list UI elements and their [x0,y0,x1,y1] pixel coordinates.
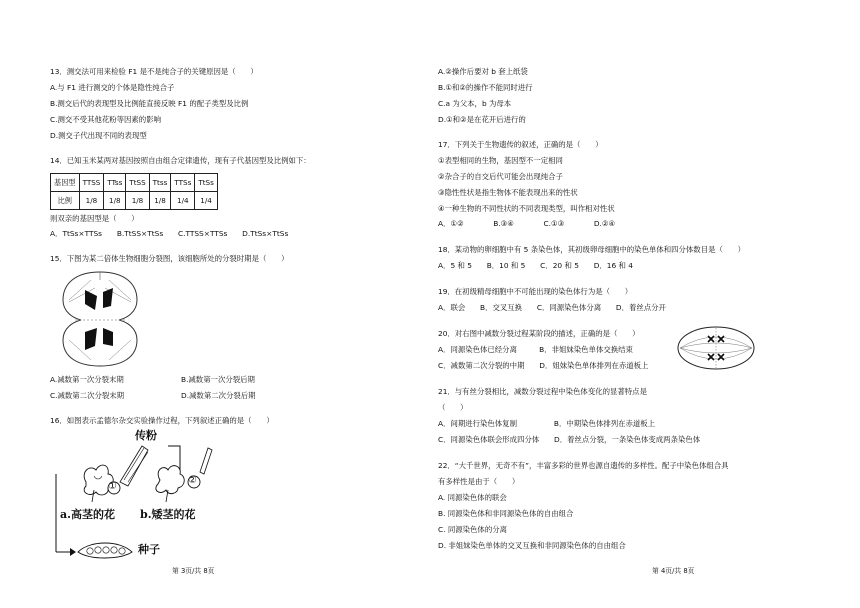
q15-option-c: C.减数第二次分裂末期 [50,391,125,400]
table-cell: TtSs [195,174,218,192]
q21-options-row2: C．同源染色体联会形成四分体 D．着丝点分裂，一条染色体变成两条染色体 [438,435,701,444]
table-cell: 基因型 [51,174,80,192]
q22-option-b: B. 同源染色体和非同源染色体的自由组合 [438,509,574,518]
pollination-figure [50,428,230,560]
q17-item-2: ②杂合子的自交后代可能会出现纯合子 [438,172,563,181]
q21-stem: 21．与有丝分裂相比，减数分裂过程中染色体变化的显著特点是 [438,387,647,396]
q18-options: A．5 和 5 B．10 和 5 C．20 和 5 D．16 和 4 [438,261,633,270]
table-cell: 1/8 [126,192,149,210]
table-cell: 1/8 [149,192,171,210]
q15-stem: 15．下图为某二倍体生物细胞分裂图，该细胞所处的分裂时期是（ ） [50,254,289,263]
page-number-right: 第 4页/共 8页 [652,567,695,575]
fig-label-tall-flower: a.高茎的花 [60,508,115,521]
table-cell: TTss [104,174,126,192]
q14-stem: 14．已知玉米某两对基因按照自由组合定律遗传，现有子代基因型及比例如下： [50,156,311,165]
q14-question: 则双亲的基因型是（ ） [50,214,139,223]
table-cell: 比例 [51,192,80,210]
q13-option-b: B.测交后代的表现型及比例能直接反映 F1 的配子类型及比例 [50,99,249,108]
q16-option-a: A.②操作后要对 b 套上纸袋 [438,67,528,76]
q21-paren: （ ） [438,403,468,412]
q15-option-a: A.减数第一次分裂末期 [50,375,124,384]
fig-label-seed: 种子 [138,543,160,556]
q22-option-c: C. 同源染色体的分离 [438,525,507,534]
genotype-table [50,173,218,210]
q14-options: A．TtSs×TTSs B.TtSS×TtSs C.TTSS×TTSs D.TtSs×TtSs [50,229,289,238]
q16-option-b: B.①和②的操作不能同时进行 [438,83,533,92]
q20-options-row2: C．减数第二次分裂的中期 D．姐妹染色单体排列在赤道板上 [438,361,649,370]
fig-step-2: ② [188,475,197,486]
q15-option-b: B.减数第一次分裂后期 [181,375,255,384]
q16-stem: 16．如图表示孟德尔杂交实验操作过程，下列叙述正确的是（ ） [50,416,274,425]
q17-item-3: ③隐性性状是指生物体不能表现出来的性状 [438,188,578,197]
q17-item-4: ④一种生物的不同性状的不同表现类型，叫作相对性状 [438,204,615,213]
table-cell: TTSs [171,174,195,192]
table-cell: TtSS [126,174,149,192]
table-row [51,174,218,192]
fig-step-1: ① [108,481,117,492]
table-cell: 1/8 [79,192,104,210]
q22-stem-line1: 22．“大千世界，无奇不有”，丰富多彩的世界也源自遗传的多样性。配子中染色体组合具 [438,461,729,470]
q13-option-a: A.与 F1 进行测交的个体是隐性纯合子 [50,83,175,92]
q21-options-row1: A．间期进行染色体复制 B．中期染色体排列在赤道板上 [438,419,656,428]
q16-option-c: C.a 为父本，b 为母本 [438,99,512,108]
q19-options: A．联会 B．交叉互换 C．同源染色体分离 D．着丝点分开 [438,303,666,312]
q18-stem: 18．某动物的卵细胞中有 5 条染色体，其初级卵母细胞中的染色单体和四分体数目是（ ） [438,245,746,254]
q17-item-1: ①表型相同的生物，基因型不一定相同 [438,156,563,165]
q17-options: A．①② B.③④ C.①③ D.②④ [438,219,616,228]
q20-stem: 20．对右图中减数分裂过程某阶段的描述，正确的是（ ） [438,329,640,338]
q19-stem: 19．在初级精母细胞中不可能出现的染色体行为是（ ） [438,287,633,296]
q20-options-row1: A．同源染色体已经分离 B．非姐妹染色单体交换结束 [438,345,633,354]
q13-option-d: D.测交子代出现不同的表现型 [50,131,147,140]
table-cell: TTSS [79,174,104,192]
q15-option-d: D.减数第二次分裂后期 [181,391,256,400]
table-cell: 1/4 [195,192,218,210]
table-cell: 1/4 [171,192,195,210]
cell-division-figure [55,266,145,371]
fig-label-short-flower: b.矮茎的花 [140,508,196,521]
q13-stem: 13．测交法可用来检验 F1 是不是纯合子的关键原因是（ ） [50,67,258,76]
q13-option-c: C.测交不受其他花粉等因素的影响 [50,115,161,124]
right-page [430,0,860,608]
table-cell: Ttss [149,174,171,192]
q22-option-a: A. 同源染色体的联会 [438,493,507,502]
fig-label-pollination: 传粉 [135,429,157,442]
q22-option-d: D. 非姐妹染色单体的交叉互换和非同源染色体的自由组合 [438,541,626,550]
page-number-left: 第 3页/共 8页 [172,567,215,575]
q16-option-d: D.①和②是在花开后进行的 [438,115,526,124]
table-cell: 1/8 [104,192,126,210]
q17-stem: 17．下列关于生物遗传的叙述，正确的是（ ） [438,140,603,149]
q22-stem-line2: 有多样性是由于（ ） [438,477,520,486]
meiosis-cell-figure [674,324,758,372]
table-row [51,192,218,210]
